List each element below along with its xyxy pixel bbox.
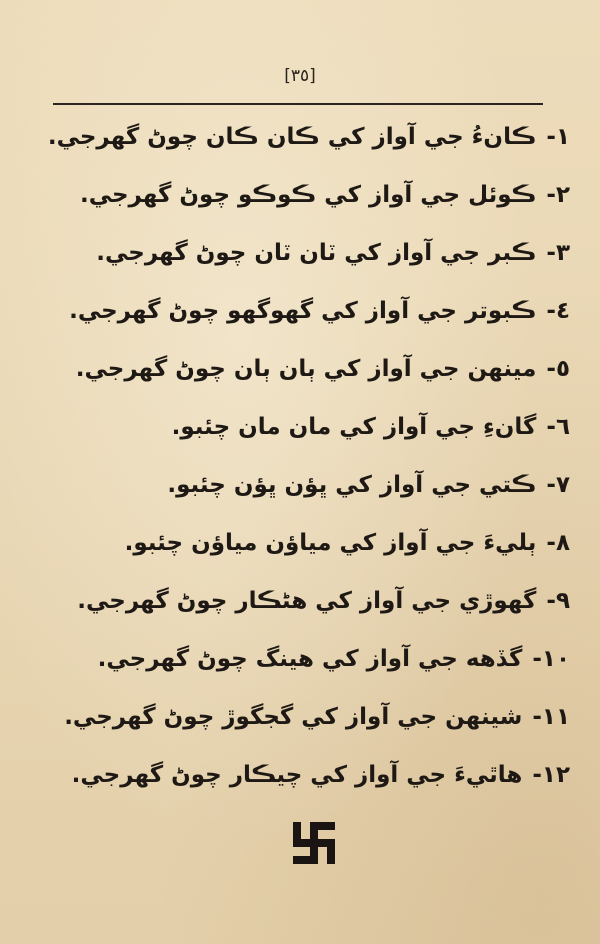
line-number: ٦- (546, 414, 570, 440)
line-number: ٧- (546, 472, 570, 498)
page-number: [٣٥] (284, 66, 316, 86)
text-line-12 (40, 752, 570, 810)
line-text: ڪتي جي آواز کي ڀؤن ڀؤن چئبو. (167, 472, 537, 498)
line-text: گانءِ جي آواز کي مان مان چئبو. (171, 414, 537, 440)
line-text: مينهن جي آواز کي ٻان ٻان چوڻ گهرجي. (75, 356, 537, 382)
text-line-11 (40, 694, 570, 752)
text-line-3 (40, 230, 570, 288)
line-text: شينهن جي آواز کي گجگوڙ چوڻ گهرجي. (64, 704, 523, 730)
line-text: هاٿيءَ جي آواز کي چيڪار چوڻ گهرجي. (71, 762, 523, 788)
line-number: ٩- (546, 588, 570, 614)
header-rule (53, 103, 543, 105)
text-line-5 (40, 346, 570, 404)
line-number: ٨- (546, 530, 570, 556)
line-text: ڪوئل جي آواز کي ڪوڪو چوڻ گهرجي. (79, 182, 537, 208)
line-number: ٣- (546, 240, 570, 266)
line-text: گهوڙي جي آواز کي هڻڪار چوڻ گهرجي. (77, 588, 537, 614)
text-line-7 (40, 462, 570, 520)
text-line-6 (40, 404, 570, 462)
line-text: ڪانءُ جي آواز کي ڪان ڪان چوڻ گهرجي. (47, 124, 537, 150)
line-text: گڏهه جي آواز کي هينگ چوڻ گهرجي. (97, 646, 523, 672)
text-line-10 (40, 636, 570, 694)
line-number: ٥- (546, 356, 570, 382)
text-line-9 (40, 578, 570, 636)
swastika-icon (289, 818, 339, 868)
line-number: ١٢- (532, 762, 570, 788)
line-number: ١١- (532, 704, 570, 730)
line-number: ٤- (546, 298, 570, 324)
line-text: ٻليءَ جي آواز کي مياؤن مياؤن چئبو. (124, 530, 537, 556)
text-line-1 (40, 114, 570, 172)
line-number: ١- (546, 124, 570, 150)
text-lines (40, 114, 570, 810)
text-line-8 (40, 520, 570, 578)
line-number: ٢- (546, 182, 570, 208)
line-text: ڪبر جي آواز کي ٽان ٽان چوڻ گهرجي. (96, 240, 537, 266)
line-number: ١٠- (532, 646, 570, 672)
line-text: ڪبوتر جي آواز کي گهوگهو چوڻ گهرجي. (69, 298, 537, 324)
text-line-2 (40, 172, 570, 230)
text-line-4 (40, 288, 570, 346)
